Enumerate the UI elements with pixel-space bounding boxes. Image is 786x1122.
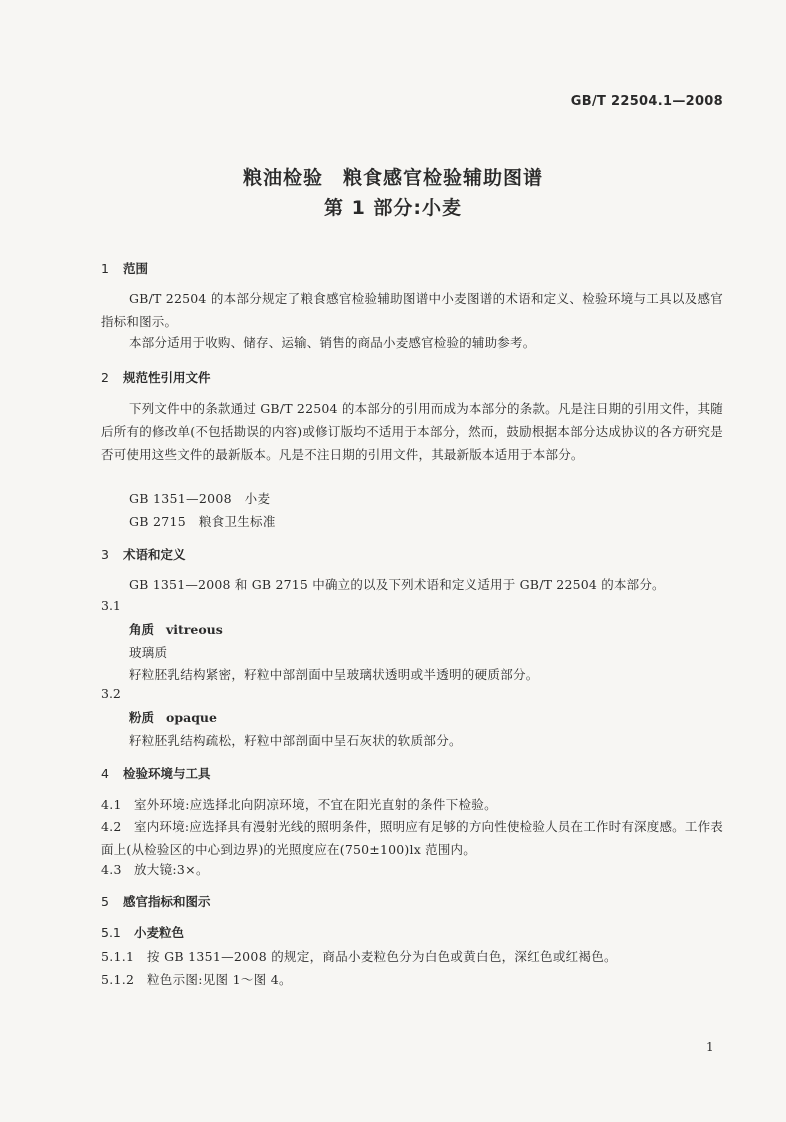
item-4-1	[101, 795, 497, 813]
paragraph-scope-2: 本部分适用于收购、储存、运输、销售的商品小麦感官检验的辅助参考。	[129, 335, 536, 350]
subsection-number: 5.1	[101, 925, 121, 940]
section-number: 4	[101, 766, 109, 781]
section-heading-indicators	[101, 892, 211, 910]
reference-gb2715: GB 2715 粮食卫生标准	[129, 514, 276, 529]
term-chinese: 角质	[129, 622, 155, 637]
page-number: 1	[706, 1040, 714, 1054]
item-4-2	[101, 815, 723, 861]
item-number: 4.3	[101, 862, 122, 877]
item-text: 室内环境:应选择具有漫射光线的照明条件，照明应有足够的方向性使检验人员在工作时有深度感。工作表面上(从检验区的中心到边界)的光照度应在(750±100)lx 范围内。	[101, 819, 723, 857]
paragraph-terms: GB 1351—2008 和 GB 2715 中确立的以及下列术语和定义适用于 GB/T 22504 的本部分。	[129, 577, 665, 592]
term-chinese: 粉质	[129, 710, 155, 725]
paragraph-scope-1: GB/T 22504 的本部分规定了粮食感官检验辅助图谱中小麦图谱的术语和定义、检验环境与工具以及感官指标和图示。	[101, 291, 723, 329]
item-5-1-1	[101, 947, 617, 965]
section-title: 规范性引用文件	[123, 370, 211, 385]
document-title-line1: 粮油检验 粮食感官检验辅助图谱	[242, 167, 543, 189]
document-title-line2: 第 1 部分:小麦	[323, 197, 463, 219]
term-vitreous	[129, 620, 223, 638]
section-title: 术语和定义	[123, 547, 186, 562]
section-heading-environment	[101, 764, 211, 782]
paragraph-references: 下列文件中的条款通过 GB/T 22504 的本部分的引用而成为本部分的条款。凡是注日期的引用文件，其随后所有的修改单(不包括勘误的内容)或修订版均不适用于本部分，然而，鼓励根据本部分达成协议的各方研究是否可使用这些文件的最新版本。凡是不注日期的引用文件，其最新版本适用于本部分。	[101, 401, 723, 462]
term-definition-vitreous: 籽粒胚乳结构紧密，籽粒中部剖面中呈玻璃状透明或半透明的硬质部分。	[129, 667, 539, 682]
term-english: opaque	[166, 710, 217, 725]
item-number: 5.1.1	[101, 949, 135, 964]
item-5-1-2	[101, 970, 292, 988]
term-number-3-2: 3.2	[101, 686, 121, 701]
section-heading-terms	[101, 545, 186, 563]
item-number: 5.1.2	[101, 972, 135, 987]
term-alternate: 玻璃质	[129, 645, 168, 660]
section-number: 1	[101, 261, 109, 276]
section-heading-scope	[101, 259, 148, 277]
subsection-heading-wheat-color	[101, 923, 184, 941]
section-title: 范围	[123, 261, 149, 276]
item-text: 放大镜:3×。	[134, 862, 209, 877]
section-number: 2	[101, 370, 109, 385]
section-heading-references	[101, 368, 211, 386]
item-4-3	[101, 860, 209, 878]
subsection-title: 小麦粒色	[134, 925, 185, 940]
section-title: 检验环境与工具	[123, 766, 211, 781]
item-text: 粒色示图:见图 1～图 4。	[147, 972, 292, 987]
item-text: 室外环境:应选择北向阴凉环境，不宜在阳光直射的条件下检验。	[134, 797, 497, 812]
standard-code: GB/T 22504.1—2008	[570, 94, 723, 109]
term-opaque	[129, 708, 217, 726]
section-title: 感官指标和图示	[123, 894, 211, 909]
term-english: vitreous	[166, 622, 223, 637]
reference-gb1351: GB 1351—2008 小麦	[129, 491, 271, 506]
item-text: 按 GB 1351—2008 的规定，商品小麦粒色分为白色或黄白色，深红色或红褐色。	[147, 949, 617, 964]
section-number: 5	[101, 894, 109, 909]
term-number-3-1: 3.1	[101, 598, 121, 613]
section-number: 3	[101, 547, 109, 562]
term-definition-opaque: 籽粒胚乳结构疏松，籽粒中部剖面中呈石灰状的软质部分。	[129, 733, 462, 748]
item-number: 4.1	[101, 797, 122, 812]
item-number: 4.2	[101, 819, 122, 834]
